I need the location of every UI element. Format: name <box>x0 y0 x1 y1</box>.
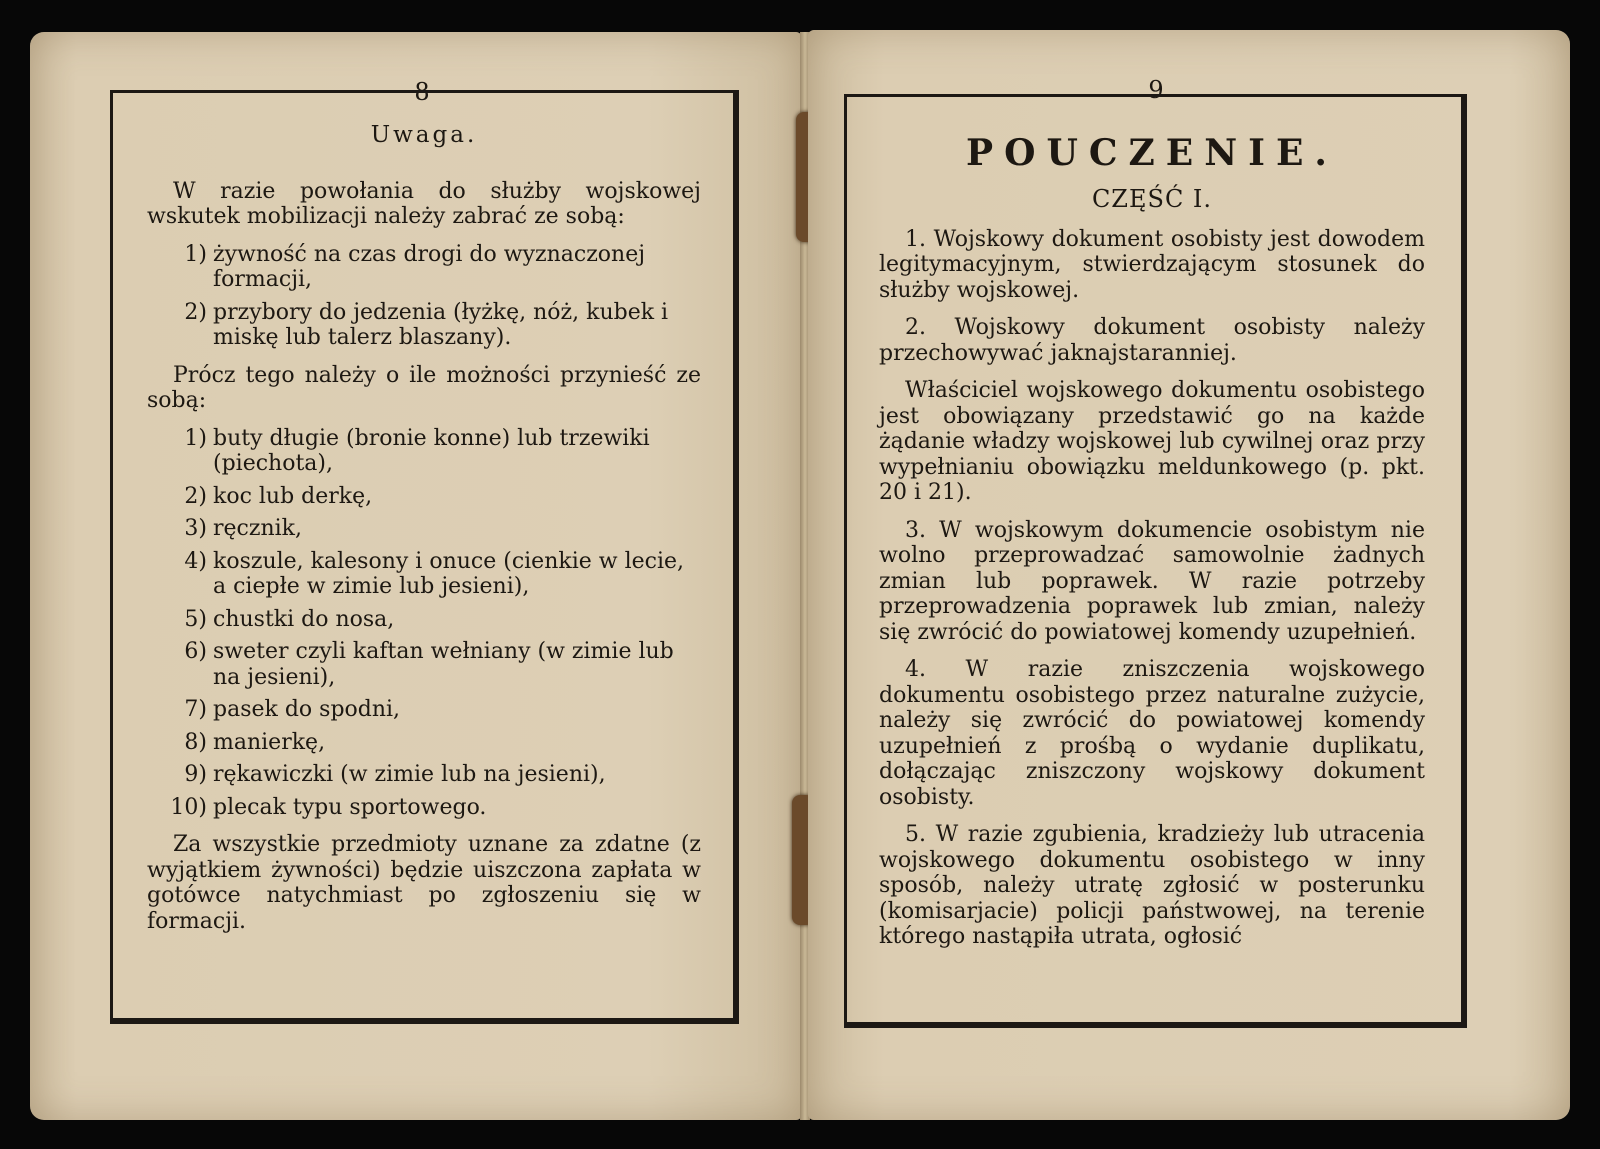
list-item-number: 6) <box>184 639 207 664</box>
left-page-frame <box>110 90 739 1024</box>
list-item-number: 1) <box>184 241 207 267</box>
list-item-text: plecak typu sportowego. <box>213 794 487 820</box>
list-item-number: 4) <box>184 548 207 574</box>
required-items-list <box>147 242 701 351</box>
list-item <box>147 516 701 542</box>
list-item-text: buty długie (bronie konne) lub trzewiki (piechota), <box>213 425 650 476</box>
instruction-paragraph: 4. W razie zniszczenia wojskowego dokumentu osobistego przez naturalne zużycie, należy się zwrócić do powiatowej komendy uzupełnień z prośbą o wydanie duplikatu, dołączając zniszczony wojskowy dokument osobisty. <box>879 657 1425 810</box>
list-item-text: rękawiczki (w zimie lub na jesieni), <box>213 762 606 787</box>
list-item <box>147 607 701 633</box>
list-item-number: 10) <box>170 794 207 820</box>
uwaga-heading: Uwaga. <box>370 122 478 148</box>
closing-paragraph: Za wszystkie przedmioty uznane za zdatne (z wyjątkiem żywności) będzie uiszczona zapłata w gotówce natychmiast po zgłoszeniu się w formacji. <box>147 832 701 934</box>
left-page-text <box>147 123 701 946</box>
right-page-text <box>879 133 1425 962</box>
instruction-paragraph: 1. Wojskowy dokument osobisty jest dowodem legitymacyjnym, stwierdzającym stosunek do służby wojskowej. <box>879 226 1425 303</box>
instruction-paragraph: 2. Wojskowy dokument osobisty należy przechowywać jaknajstaranniej. <box>879 315 1425 366</box>
list-item-number: 5) <box>184 606 207 632</box>
instruction-paragraph: 3. W wojskowym dokumencie osobistym nie wolno przeprowadzać samowolnie żadnych zmian lub poprawek. W razie potrzeby przeprowadzenia poprawek lub zmian, należy się zwrócić do powiatowej komendy uzupełnień. <box>879 517 1425 645</box>
list-item-text: przybory do jedzenia (łyżkę, nóż, kubek i miskę lub talerz blaszany). <box>213 299 669 350</box>
page-number-right: 9 <box>1148 76 1164 104</box>
pouczenie-heading: POUCZENIE. <box>966 132 1338 174</box>
optional-intro-paragraph: Prócz tego należy o ile możności przynieść ze sobą: <box>147 362 701 413</box>
left-page <box>30 32 802 1120</box>
list-item <box>147 639 701 690</box>
list-item-text: koszule, kalesony i onuce (cienkie w lecie, a ciepłe w zimie lub jesieni), <box>213 548 685 599</box>
list-item-number: 8) <box>184 729 207 755</box>
list-item-text: żywność na czas drogi do wyznaczonej formacji, <box>213 241 646 292</box>
list-item-text: pasek do spodni, <box>213 697 401 722</box>
list-item-text: chustki do nosa, <box>213 606 395 632</box>
list-item <box>147 426 701 477</box>
instruction-paragraph: Właściciel wojskowego dokumentu osobistego jest obowiązany przedstawić go na każde żądanie władzy wojskowej lub cywilnej oraz przy wypełnianiu obowiązku meldunkowego (p. pkt. 20 i 21). <box>879 378 1425 505</box>
list-item <box>147 730 701 756</box>
list-item-text: koc lub derkę, <box>213 483 373 509</box>
list-item-number: 3) <box>184 516 207 541</box>
list-item <box>147 484 701 510</box>
right-page <box>808 30 1570 1120</box>
list-item <box>147 762 701 788</box>
optional-items-list <box>147 426 701 821</box>
list-item <box>147 795 701 821</box>
list-item <box>147 549 701 600</box>
list-item-number: 2) <box>184 483 207 509</box>
list-item <box>147 242 701 293</box>
right-page-frame <box>844 94 1467 1028</box>
instruction-paragraph: 5. W razie zgubienia, kradzieży lub utracenia wojskowego dokumentu osobistego w inny sposób, należy utratę zgłosić w posterunku (komisarjacie) policji państwowej, na terenie którego nastąpiła utrata, ogłosić <box>879 822 1425 949</box>
list-item-number: 9) <box>184 762 207 787</box>
list-item-number: 1) <box>184 425 207 451</box>
intro-paragraph: W razie powołania do służby wojskowej wskutek mobilizacji należy zabrać ze sobą: <box>147 178 701 229</box>
part-heading: CZĘŚĆ I. <box>1091 185 1213 213</box>
list-item-number: 2) <box>184 299 207 325</box>
list-item-text: sweter czyli kaftan wełniany (w zimie lub na jesieni), <box>213 639 674 690</box>
list-item-text: manierkę, <box>213 729 326 755</box>
list-item-text: ręcznik, <box>213 516 302 541</box>
list-item <box>147 697 701 723</box>
list-item <box>147 300 701 351</box>
list-item-number: 7) <box>184 697 207 722</box>
page-number-left: 8 <box>414 78 430 106</box>
